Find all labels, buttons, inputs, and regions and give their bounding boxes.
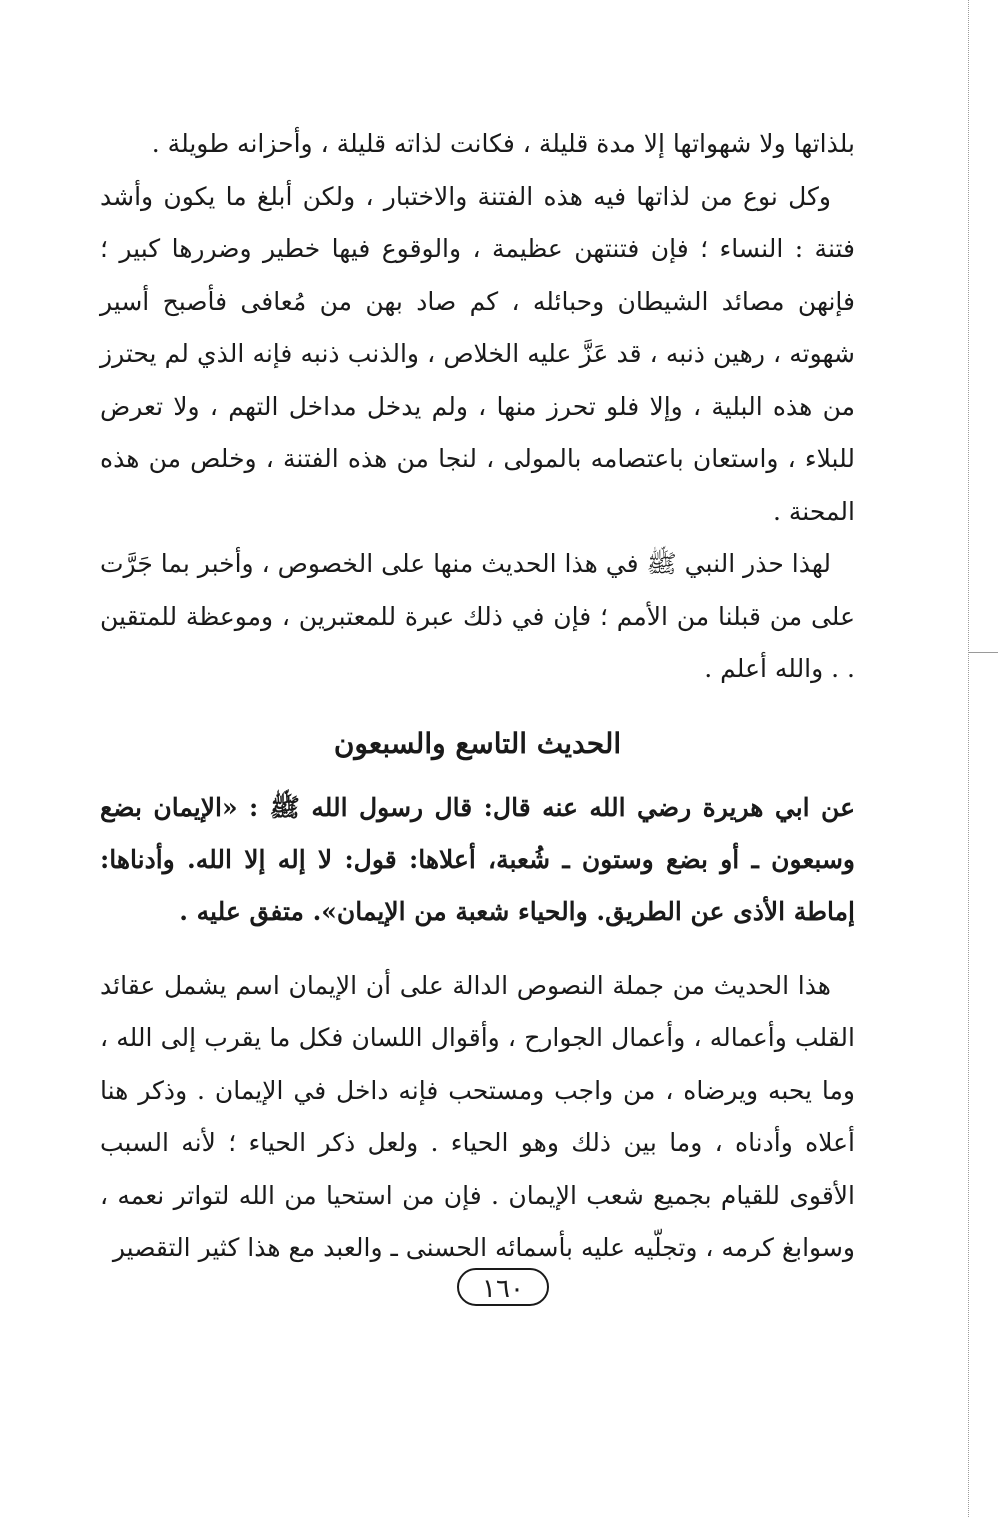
page-edge-tick bbox=[968, 652, 998, 653]
hadith-text: عن ابي هريرة رضي الله عنه قال: قال رسول الله ﷺ : «الإيمان بضع وسبعون ـ أو بضع وستون ـ شُعبة، أعلاها: قول: لا إله إلا الله. وأدناها: إماطة الأذى عن الطريق. والحياء شعبة من الإيمان». متفق عليه . bbox=[100, 792, 856, 926]
page-body bbox=[100, 118, 855, 1275]
hadith-heading: الحديث التاسع والسبعون bbox=[333, 726, 622, 760]
paragraph-commentary: هذا الحديث من جملة النصوص الدالة على أن الإيمان اسم يشمل عقائد القلب وأعماله ، وأعمال الجوارح ، وأقوال اللسان فكل ما يقرب إلى الله ، وما يحبه ويرضاه ، من واجب ومستحب فإنه داخل في الإيمان . وذكر هنا أعلاه وأدناه ، وما بين ذلك وهو الحياء . ولعل ذكر الحياء ؛ لأنه السبب الأقوى للقيام بجميع شعب الإيمان . فإن من استحيا من الله لتواتر نعمه ، وسوابغ كرمه ، وتجلّيه عليه بأسمائه الحسنى ـ والعبد مع هذا كثير التقصير bbox=[100, 970, 855, 1262]
paragraph-continuation: بلذاتها ولا شهواتها إلا مدة قليلة ، فكانت لذاته قليلة ، وأحزانه طويلة . bbox=[151, 129, 855, 158]
paragraph-women-fitna: وكل نوع من لذاتها فيه هذه الفتنة والاختبار ، ولكن أبلغ ما يكون وأشد فتنة : النساء ؛ فإن فتنتهن عظيمة ، والوقوع فيها خطير وضررها كبير ؛ فإنهن مصائد الشيطان وحبائله ، كم صاد بهن من مُعافى فأصبح أسير شهوته ، رهين ذنبه ، قد عَزَّ عليه الخلاص ، والذنب ذنبه فإنه الذي لم يحترز من هذه البلية ، وإلا فلو تحرز منها ، ولم يدخل مداخل التهم ، ولا تعرض للبلاء ، واستعان باعتصامه بالمولى ، لنجا من هذه الفتنة ، وخلص من هذه المحنة . bbox=[100, 181, 855, 526]
paragraph-prophet-warning: لهذا حذر النبي ﷺ في هذا الحديث منها على الخصوص ، وأخبر بما جَرَّت على من قبلنا من الأمم ؛ فإن في ذلك عبرة للمعتبرين ، وموعظة للمتقين . . والله أعلم . bbox=[100, 549, 855, 683]
page-number-container bbox=[0, 1268, 1006, 1306]
page-number: ١٦٠ bbox=[457, 1268, 549, 1306]
